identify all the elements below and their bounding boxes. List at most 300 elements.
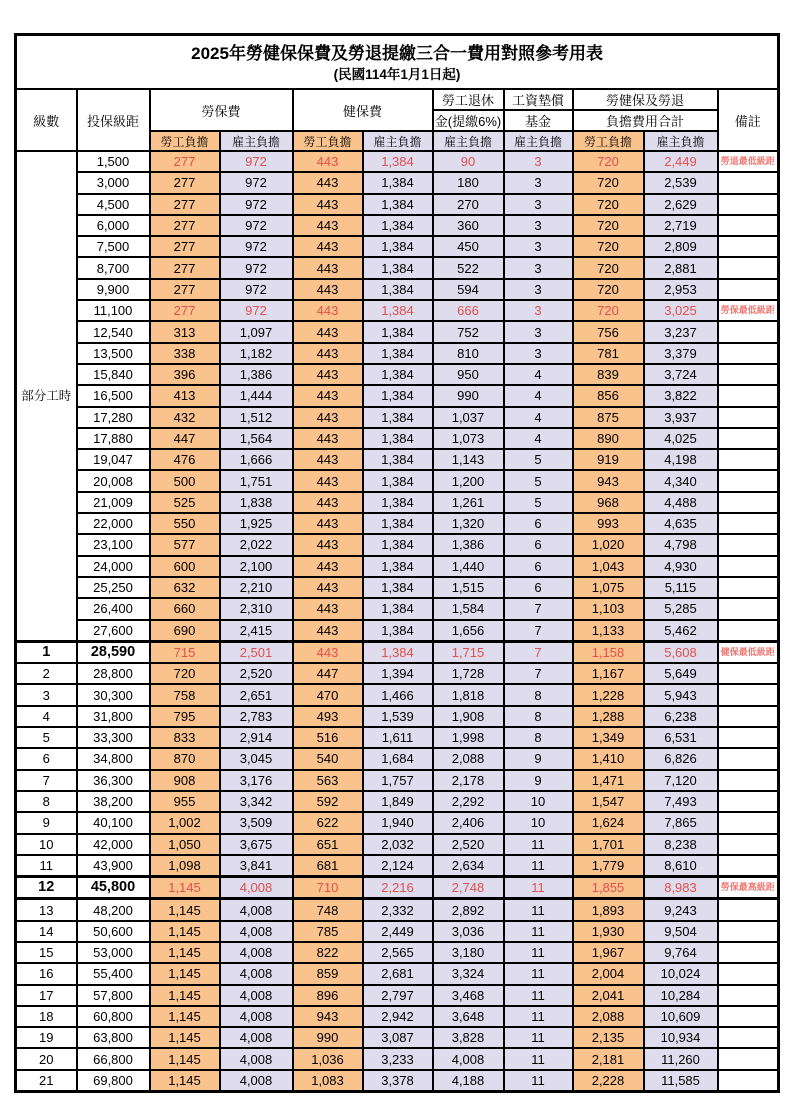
cell-value: 443 bbox=[293, 449, 363, 470]
cell-value: 2,124 bbox=[363, 855, 433, 877]
cell-value: 11,260 bbox=[644, 1048, 718, 1069]
cell-value: 443 bbox=[293, 300, 363, 321]
cell-value: 1,384 bbox=[363, 513, 433, 534]
cell-remark bbox=[718, 364, 779, 385]
cell-value: 1,624 bbox=[573, 812, 644, 833]
cell-value: 681 bbox=[293, 855, 363, 877]
cell-value: 1,384 bbox=[363, 407, 433, 428]
cell-value: 5 bbox=[504, 492, 573, 513]
cell-value: 968 bbox=[573, 492, 644, 513]
cell-value: 1,182 bbox=[220, 343, 293, 364]
cell-bracket: 45,800 bbox=[77, 877, 150, 899]
cell-value: 1,715 bbox=[433, 641, 504, 663]
cell-value: 622 bbox=[293, 812, 363, 833]
cell-value: 3,468 bbox=[433, 985, 504, 1006]
cell-value: 5,462 bbox=[644, 620, 718, 642]
cell-value: 516 bbox=[293, 727, 363, 748]
cell-value: 6 bbox=[504, 534, 573, 555]
cell-value: 1,145 bbox=[150, 877, 220, 899]
cell-value: 11,585 bbox=[644, 1070, 718, 1092]
cell-value: 4 bbox=[504, 364, 573, 385]
cell-value: 2,719 bbox=[644, 215, 718, 236]
title-row bbox=[16, 35, 779, 90]
cell-value: 4,008 bbox=[220, 1027, 293, 1048]
cell-value: 3,176 bbox=[220, 770, 293, 791]
cell-level: 18 bbox=[16, 1006, 77, 1027]
cell-value: 1,145 bbox=[150, 1027, 220, 1048]
cell-bracket: 25,250 bbox=[77, 577, 150, 598]
cell-remark bbox=[718, 534, 779, 555]
table-row bbox=[16, 899, 779, 921]
cell-bracket: 22,000 bbox=[77, 513, 150, 534]
cell-remark: 健保最低級距 bbox=[718, 641, 779, 663]
cell-value: 4 bbox=[504, 385, 573, 406]
table-row bbox=[16, 343, 779, 364]
cell-value: 990 bbox=[293, 1027, 363, 1048]
cell-value: 413 bbox=[150, 385, 220, 406]
cell-value: 1,512 bbox=[220, 407, 293, 428]
cell-value: 950 bbox=[433, 364, 504, 385]
cell-value: 6,238 bbox=[644, 706, 718, 727]
cell-bracket: 11,100 bbox=[77, 300, 150, 321]
cell-value: 2,004 bbox=[573, 963, 644, 984]
cell-value: 443 bbox=[293, 556, 363, 577]
cell-value: 1,384 bbox=[363, 470, 433, 491]
table-row bbox=[16, 172, 779, 193]
cell-value: 1,288 bbox=[573, 706, 644, 727]
cell-value: 2,415 bbox=[220, 620, 293, 642]
cell-value: 690 bbox=[150, 620, 220, 642]
cell-level: 5 bbox=[16, 727, 77, 748]
cell-value: 1,320 bbox=[433, 513, 504, 534]
cell-value: 10,934 bbox=[644, 1027, 718, 1048]
table-row bbox=[16, 791, 779, 812]
cell-bracket: 1,500 bbox=[77, 151, 150, 172]
cell-value: 11 bbox=[504, 899, 573, 921]
cell-value: 2,565 bbox=[363, 942, 433, 963]
cell-value: 2,216 bbox=[363, 877, 433, 899]
cell-bracket: 12,540 bbox=[77, 321, 150, 342]
cell-value: 3,841 bbox=[220, 855, 293, 877]
cell-value: 470 bbox=[293, 684, 363, 705]
cell-value: 4,025 bbox=[644, 428, 718, 449]
cell-bracket: 63,800 bbox=[77, 1027, 150, 1048]
cell-value: 3 bbox=[504, 300, 573, 321]
cell-value: 1,384 bbox=[363, 385, 433, 406]
table-row bbox=[16, 855, 779, 877]
cell-value: 2,809 bbox=[644, 236, 718, 257]
cell-value: 720 bbox=[573, 215, 644, 236]
cell-value: 3,237 bbox=[644, 321, 718, 342]
cell-value: 3 bbox=[504, 321, 573, 342]
cell-value: 443 bbox=[293, 151, 363, 172]
cell-value: 1,036 bbox=[293, 1048, 363, 1069]
cell-value: 795 bbox=[150, 706, 220, 727]
cell-level: 3 bbox=[16, 684, 77, 705]
cell-value: 833 bbox=[150, 727, 220, 748]
cell-value: 1,145 bbox=[150, 1048, 220, 1069]
cell-bracket: 48,200 bbox=[77, 899, 150, 921]
cell-value: 443 bbox=[293, 343, 363, 364]
cell-value: 1,200 bbox=[433, 470, 504, 491]
cell-remark bbox=[718, 449, 779, 470]
cell-value: 476 bbox=[150, 449, 220, 470]
cell-value: 756 bbox=[573, 321, 644, 342]
cell-level: 6 bbox=[16, 748, 77, 769]
cell-value: 3 bbox=[504, 343, 573, 364]
cell-value: 1,925 bbox=[220, 513, 293, 534]
cell-value: 1,097 bbox=[220, 321, 293, 342]
cell-value: 443 bbox=[293, 598, 363, 619]
cell-value: 525 bbox=[150, 492, 220, 513]
cell-value: 3,509 bbox=[220, 812, 293, 833]
table-row bbox=[16, 641, 779, 663]
cell-value: 443 bbox=[293, 257, 363, 278]
cell-value: 972 bbox=[220, 300, 293, 321]
cell-value: 752 bbox=[433, 321, 504, 342]
cell-value: 1,384 bbox=[363, 620, 433, 642]
cell-value: 4 bbox=[504, 407, 573, 428]
cell-value: 2,520 bbox=[220, 663, 293, 684]
cell-value: 1,145 bbox=[150, 1006, 220, 1027]
cell-value: 5,608 bbox=[644, 641, 718, 663]
cell-value: 2,501 bbox=[220, 641, 293, 663]
cell-bracket: 28,590 bbox=[77, 641, 150, 663]
cell-value: 4,198 bbox=[644, 449, 718, 470]
col-header-bracket: 投保級距 bbox=[77, 89, 150, 151]
cell-value: 720 bbox=[573, 236, 644, 257]
cell-value: 839 bbox=[573, 364, 644, 385]
cell-remark bbox=[718, 556, 779, 577]
table-row bbox=[16, 364, 779, 385]
cell-bracket: 21,009 bbox=[77, 492, 150, 513]
cell-value: 1,083 bbox=[293, 1070, 363, 1092]
cell-value: 896 bbox=[293, 985, 363, 1006]
table-row bbox=[16, 556, 779, 577]
cell-value: 3,648 bbox=[433, 1006, 504, 1027]
table-row bbox=[16, 492, 779, 513]
cell-value: 1,103 bbox=[573, 598, 644, 619]
col-header-pension-line1: 勞工退休 bbox=[433, 89, 504, 110]
cell-value: 1,838 bbox=[220, 492, 293, 513]
cell-value: 4,798 bbox=[644, 534, 718, 555]
table-row bbox=[16, 194, 779, 215]
cell-value: 4,340 bbox=[644, 470, 718, 491]
col-header-labor-insurance: 勞保費 bbox=[150, 89, 293, 131]
cell-bracket: 33,300 bbox=[77, 727, 150, 748]
cell-value: 2,181 bbox=[573, 1048, 644, 1069]
cell-value: 1,849 bbox=[363, 791, 433, 812]
cell-value: 1,384 bbox=[363, 598, 433, 619]
cell-remark bbox=[718, 428, 779, 449]
cell-bracket: 34,800 bbox=[77, 748, 150, 769]
cell-remark bbox=[718, 407, 779, 428]
cell-bracket: 60,800 bbox=[77, 1006, 150, 1027]
cell-remark bbox=[718, 963, 779, 984]
cell-remark bbox=[718, 921, 779, 942]
cell-value: 7 bbox=[504, 598, 573, 619]
cell-level: 10 bbox=[16, 834, 77, 855]
cell-value: 3 bbox=[504, 279, 573, 300]
cell-level: 7 bbox=[16, 770, 77, 791]
table-row bbox=[16, 300, 779, 321]
cell-value: 1,384 bbox=[363, 172, 433, 193]
cell-value: 10 bbox=[504, 812, 573, 833]
cell-level: 16 bbox=[16, 963, 77, 984]
cell-bracket: 57,800 bbox=[77, 985, 150, 1006]
cell-value: 2,135 bbox=[573, 1027, 644, 1048]
cell-value: 1,384 bbox=[363, 321, 433, 342]
cell-level: 8 bbox=[16, 791, 77, 812]
cell-value: 1,145 bbox=[150, 963, 220, 984]
cell-remark bbox=[718, 663, 779, 684]
cell-value: 875 bbox=[573, 407, 644, 428]
cell-value: 1,855 bbox=[573, 877, 644, 899]
cell-bracket: 8,700 bbox=[77, 257, 150, 278]
cell-bracket: 15,840 bbox=[77, 364, 150, 385]
table-row bbox=[16, 1048, 779, 1069]
cell-value: 720 bbox=[150, 663, 220, 684]
subheader-pension-employer: 雇主負擔 bbox=[433, 131, 504, 151]
cell-remark bbox=[718, 812, 779, 833]
cell-value: 3 bbox=[504, 257, 573, 278]
cell-value: 600 bbox=[150, 556, 220, 577]
cell-value: 972 bbox=[220, 215, 293, 236]
cell-value: 890 bbox=[573, 428, 644, 449]
cell-value: 4 bbox=[504, 428, 573, 449]
cell-value: 5 bbox=[504, 449, 573, 470]
cell-value: 396 bbox=[150, 364, 220, 385]
cell-value: 1,098 bbox=[150, 855, 220, 877]
cell-value: 11 bbox=[504, 834, 573, 855]
cell-value: 500 bbox=[150, 470, 220, 491]
cell-value: 1,384 bbox=[363, 556, 433, 577]
table-title: 2025年勞健保保費及勞退提繳三合一費用對照參考用表 bbox=[191, 44, 603, 64]
cell-value: 1,145 bbox=[150, 942, 220, 963]
cell-value: 2,797 bbox=[363, 985, 433, 1006]
cell-value: 313 bbox=[150, 321, 220, 342]
cell-value: 870 bbox=[150, 748, 220, 769]
cell-value: 3,025 bbox=[644, 300, 718, 321]
table-row bbox=[16, 534, 779, 555]
cell-value: 3,828 bbox=[433, 1027, 504, 1048]
cell-bracket: 17,880 bbox=[77, 428, 150, 449]
cell-value: 1,020 bbox=[573, 534, 644, 555]
cell-value: 2,310 bbox=[220, 598, 293, 619]
cell-value: 955 bbox=[150, 791, 220, 812]
cell-value: 2,406 bbox=[433, 812, 504, 833]
cell-value: 447 bbox=[150, 428, 220, 449]
cell-value: 443 bbox=[293, 407, 363, 428]
cell-value: 1,394 bbox=[363, 663, 433, 684]
cell-value: 1,384 bbox=[363, 343, 433, 364]
cell-value: 277 bbox=[150, 257, 220, 278]
cell-value: 720 bbox=[573, 300, 644, 321]
cell-value: 1,145 bbox=[150, 1070, 220, 1092]
cell-value: 1,384 bbox=[363, 577, 433, 598]
cell-value: 1,908 bbox=[433, 706, 504, 727]
cell-bracket: 6,000 bbox=[77, 215, 150, 236]
cell-value: 7,865 bbox=[644, 812, 718, 833]
cell-value: 1,444 bbox=[220, 385, 293, 406]
table-row bbox=[16, 470, 779, 491]
cell-value: 11 bbox=[504, 1006, 573, 1027]
cell-value: 10,609 bbox=[644, 1006, 718, 1027]
cell-remark bbox=[718, 706, 779, 727]
cell-bracket: 28,800 bbox=[77, 663, 150, 684]
cell-value: 856 bbox=[573, 385, 644, 406]
cell-value: 1,384 bbox=[363, 236, 433, 257]
cell-value: 4,008 bbox=[220, 963, 293, 984]
cell-value: 3,087 bbox=[363, 1027, 433, 1048]
cell-value: 4,008 bbox=[220, 877, 293, 899]
cell-value: 2,520 bbox=[433, 834, 504, 855]
table-row bbox=[16, 834, 779, 855]
cell-bracket: 16,500 bbox=[77, 385, 150, 406]
cell-remark bbox=[718, 279, 779, 300]
cell-value: 3,822 bbox=[644, 385, 718, 406]
cell-value: 443 bbox=[293, 641, 363, 663]
cell-value: 8 bbox=[504, 706, 573, 727]
cell-value: 2,292 bbox=[433, 791, 504, 812]
cell-value: 1,002 bbox=[150, 812, 220, 833]
table-row bbox=[16, 236, 779, 257]
cell-value: 2,942 bbox=[363, 1006, 433, 1027]
col-header-level: 級數 bbox=[16, 89, 77, 151]
cell-value: 2,332 bbox=[363, 899, 433, 921]
cell-value: 972 bbox=[220, 172, 293, 193]
cell-bracket: 69,800 bbox=[77, 1070, 150, 1092]
cell-value: 990 bbox=[433, 385, 504, 406]
cell-value: 5 bbox=[504, 470, 573, 491]
cell-value: 720 bbox=[573, 257, 644, 278]
cell-value: 443 bbox=[293, 385, 363, 406]
table-row bbox=[16, 877, 779, 899]
cell-value: 11 bbox=[504, 1048, 573, 1069]
cell-value: 7 bbox=[504, 663, 573, 684]
cell-value: 1,384 bbox=[363, 279, 433, 300]
cell-value: 651 bbox=[293, 834, 363, 855]
cell-value: 443 bbox=[293, 577, 363, 598]
cell-bracket: 17,280 bbox=[77, 407, 150, 428]
cell-value: 3,724 bbox=[644, 364, 718, 385]
table-row bbox=[16, 449, 779, 470]
cell-value: 1,228 bbox=[573, 684, 644, 705]
cell-value: 3,675 bbox=[220, 834, 293, 855]
table-row bbox=[16, 513, 779, 534]
cell-value: 3,937 bbox=[644, 407, 718, 428]
cell-value: 2,953 bbox=[644, 279, 718, 300]
cell-value: 993 bbox=[573, 513, 644, 534]
cell-remark bbox=[718, 1006, 779, 1027]
cell-value: 1,656 bbox=[433, 620, 504, 642]
cell-value: 810 bbox=[433, 343, 504, 364]
cell-value: 577 bbox=[150, 534, 220, 555]
cell-remark bbox=[718, 748, 779, 769]
cell-value: 1,261 bbox=[433, 492, 504, 513]
cell-value: 2,022 bbox=[220, 534, 293, 555]
cell-remark bbox=[718, 855, 779, 877]
cell-value: 3,324 bbox=[433, 963, 504, 984]
cell-value: 8,238 bbox=[644, 834, 718, 855]
cell-value: 11 bbox=[504, 1070, 573, 1092]
cell-value: 4,008 bbox=[220, 942, 293, 963]
cell-value: 715 bbox=[150, 641, 220, 663]
cell-value: 277 bbox=[150, 279, 220, 300]
cell-value: 11 bbox=[504, 985, 573, 1006]
cell-bracket: 30,300 bbox=[77, 684, 150, 705]
cell-value: 360 bbox=[433, 215, 504, 236]
cell-remark: 勞退最低級距 bbox=[718, 151, 779, 172]
cell-value: 9,764 bbox=[644, 942, 718, 963]
table-row bbox=[16, 963, 779, 984]
cell-value: 666 bbox=[433, 300, 504, 321]
cell-value: 3 bbox=[504, 215, 573, 236]
cell-remark bbox=[718, 385, 779, 406]
cell-value: 1,158 bbox=[573, 641, 644, 663]
cell-value: 9,243 bbox=[644, 899, 718, 921]
cell-value: 2,629 bbox=[644, 194, 718, 215]
cell-value: 4,008 bbox=[220, 1006, 293, 1027]
col-header-total-line1: 勞健保及勞退 bbox=[573, 89, 718, 110]
cell-value: 1,143 bbox=[433, 449, 504, 470]
col-header-pension-line2: 金(提繳6%) bbox=[433, 110, 504, 131]
cell-remark bbox=[718, 770, 779, 791]
cell-value: 7,120 bbox=[644, 770, 718, 791]
cell-value: 3,180 bbox=[433, 942, 504, 963]
cell-value: 6 bbox=[504, 577, 573, 598]
cell-value: 2,228 bbox=[573, 1070, 644, 1092]
cell-value: 2,032 bbox=[363, 834, 433, 855]
cell-level: 13 bbox=[16, 899, 77, 921]
table-row bbox=[16, 620, 779, 642]
cell-value: 2,088 bbox=[433, 748, 504, 769]
cell-value: 443 bbox=[293, 215, 363, 236]
cell-value: 1,930 bbox=[573, 921, 644, 942]
cell-remark bbox=[718, 215, 779, 236]
cell-value: 277 bbox=[150, 151, 220, 172]
cell-value: 1,145 bbox=[150, 985, 220, 1006]
cell-remark bbox=[718, 577, 779, 598]
cell-remark bbox=[718, 791, 779, 812]
cell-value: 10,024 bbox=[644, 963, 718, 984]
cell-remark bbox=[718, 236, 779, 257]
cell-value: 2,210 bbox=[220, 577, 293, 598]
cell-value: 2,178 bbox=[433, 770, 504, 791]
cell-value: 594 bbox=[433, 279, 504, 300]
cell-value: 5,285 bbox=[644, 598, 718, 619]
cell-bracket: 50,600 bbox=[77, 921, 150, 942]
cell-value: 8 bbox=[504, 727, 573, 748]
cell-value: 4,008 bbox=[433, 1048, 504, 1069]
cell-value: 550 bbox=[150, 513, 220, 534]
cell-value: 1,471 bbox=[573, 770, 644, 791]
cell-value: 11 bbox=[504, 855, 573, 877]
cell-value: 493 bbox=[293, 706, 363, 727]
table-row bbox=[16, 770, 779, 791]
cell-value: 1,967 bbox=[573, 942, 644, 963]
cell-value: 7 bbox=[504, 620, 573, 642]
cell-level: 14 bbox=[16, 921, 77, 942]
cell-value: 822 bbox=[293, 942, 363, 963]
cell-value: 11 bbox=[504, 942, 573, 963]
cell-value: 3,378 bbox=[363, 1070, 433, 1092]
cell-value: 2,892 bbox=[433, 899, 504, 921]
cell-value: 2,914 bbox=[220, 727, 293, 748]
cell-value: 8 bbox=[504, 684, 573, 705]
table-row bbox=[16, 257, 779, 278]
cell-value: 443 bbox=[293, 513, 363, 534]
